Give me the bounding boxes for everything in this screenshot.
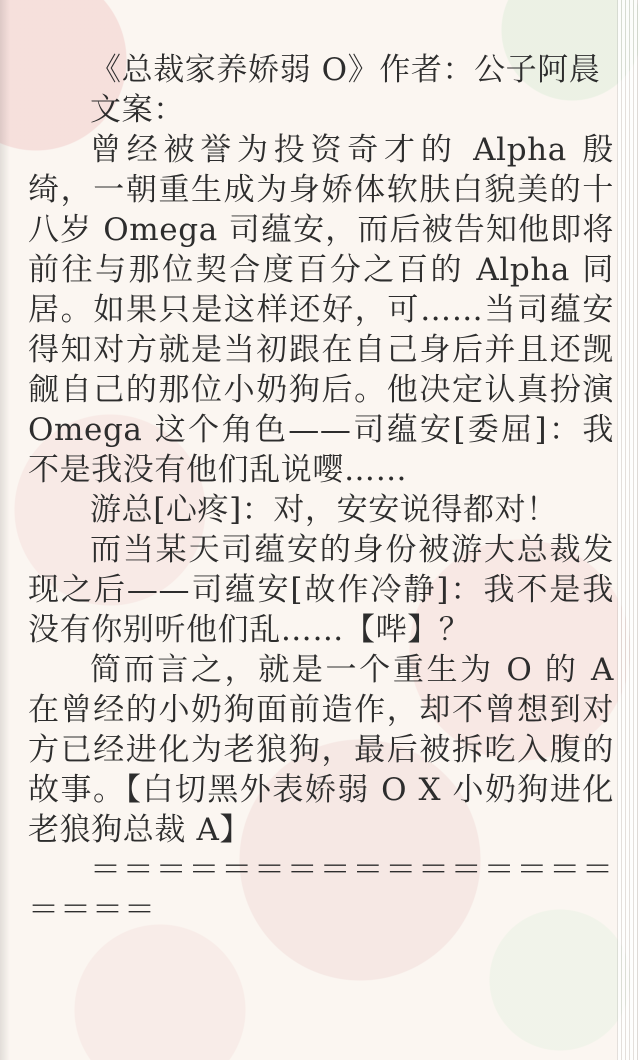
synopsis-paragraph-4: 简而言之，就是一个重生为 O 的 A 在曾经的小奶狗面前造作，却不曾想到对方已经进化为老狼狗，最后被拆吃入腹的故事。【白切黑外表娇弱 O X 小奶狗进化老狼狗总裁 A】 — [28, 652, 614, 848]
left-page-shadow — [0, 0, 10, 1060]
synopsis-paragraph-2: 游总[心疼]：对，安安说得都对！ — [90, 492, 558, 528]
synopsis-paragraph-1: 曾经被誉为投资奇才的 Alpha 殷绮，一朝重生成为身娇体软肤白貌美的十八岁 Omega 司蕴安，而后被告知他即将前往与那位契合度百分之百的 Alpha 同居。如果只是这样还好，可……当司蕴安得知对方就是当初跟在自己身后并且还觊觎自己的那位小奶狗后。他决定认真扮演 Omega 这个角色——司蕴安[委屈]：我不是我没有他们乱说嘤…… — [28, 132, 614, 488]
separator-line: ＝＝＝＝＝＝＝＝＝＝＝＝＝＝＝＝＝＝＝＝ — [28, 852, 614, 928]
synopsis-paragraph-3: 而当某天司蕴安的身份被游大总裁发现之后——司蕴安[故作冷静]：我不是我没有你别听他们乱……【哔】？ — [28, 532, 614, 648]
synopsis-label: 文案： — [90, 92, 185, 128]
page-stack-edge — [614, 0, 640, 1060]
book-title-line: 《总裁家养娇弱 O》作者：公子阿晨 — [90, 52, 601, 88]
reader-page-content[interactable] — [28, 50, 614, 930]
